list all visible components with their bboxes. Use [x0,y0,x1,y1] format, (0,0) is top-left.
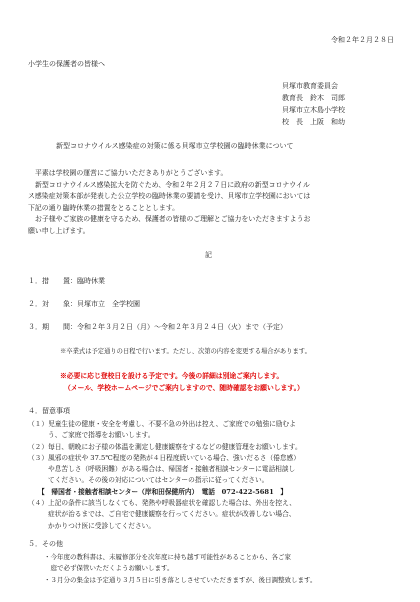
graduation-note: ※卒業式は予定通りの日程で行います。ただし、次第の内容を変更する場合があります。 [60,348,311,355]
other-line: 庭で必ず保管いただくようお願いします。 [44,564,174,573]
item-measure [28,277,105,286]
body-line: ス感染症対策本部が発表した公立学校の臨時休業の要請を受け、貝塚市立学校園においては [28,192,311,200]
item-target [28,300,140,309]
others-heading: ５．その他 [28,540,63,548]
sender-line: 教育長 鈴木 司郎 [282,94,345,102]
body-line: お子様やご家族の健康を守るため、保護者の皆様のご理解とご協力をいただきますようお [35,215,311,223]
item-period [28,323,287,332]
sender-line: 校 長 上阪 和幼 [282,118,345,126]
red-notice-line: ※必要に応じ登校日を設ける予定です。今後の詳細は別途ご案内します。 [60,372,284,380]
other-line: ・３月分の集金は予定通り３月５日に引き落としさせていただきますが、後日調整致します。 [44,575,317,584]
notes-list [28,419,302,532]
body-line: 願い申し上げます。 [28,226,90,235]
red-notice [60,370,304,394]
other-line: ・今年度の教科書は、未履修部分を次年度に持ち越す可能性があることから、各ご家 [44,553,291,561]
item-value: 臨時休業 [77,277,105,285]
note-line: う、ご家庭で指導をお願いします。 [28,431,155,440]
sender-block [282,80,345,128]
others-list [44,552,316,586]
body-line: 新型コロナウイルス感染拡大を防ぐため、令和２年２月２７日に政府の新型コロナウイル [35,180,310,189]
ki-marker: 記 [205,251,212,259]
body-line: 下記の通り臨時休業の措置をとることとします。 [28,203,180,212]
item-value: 貝塚市立 全学校園 [77,300,140,308]
item-label: ３．期 間： [28,323,77,331]
body-line: 平素は学校園の運営にご協力いただきありがとうございます。 [35,169,228,177]
red-notice-line: （メール、学校ホームページでご案内しますので、随時確認をお願いします。） [64,384,304,392]
addressee: 小学生の保護者の皆様へ [28,60,105,68]
note-line: （３）風邪の症状や 37.5℃程度の発熱が４日程度続いている場合、強いだるさ（倦怠感） [28,453,300,462]
item-label: ２．対 象： [28,300,77,308]
note-line: （１）児童生徒の健康・安全を考慮し、不要不急の外出は控え、ご家庭での勉強に励むよ [28,420,296,428]
note-line: てください。その後の対応についてはセンターの指示に従ってください。 [28,476,269,485]
notes-heading: ４．留意事項 [28,407,70,415]
sender-line: 貝塚市立木島小学校 [282,106,345,114]
note-line: や息苦しさ（呼吸困難）がある場合は、帰国者・接触者相談センターに電話相談し [28,465,296,474]
note-line: （２）毎日、朝晩にお子様の体温を測定し健康観察をするなどの健康管理をお願いします。 [28,442,302,451]
consult-center-line: 【 帰国者・接触者相談センター（岸和田保健所内） 電話 072-422-5681 】 [28,487,288,496]
note-line: 症状が治るまでは、ご自宅で健康観察を行ってください。症状が改善しない場合、 [28,510,296,519]
body-text [28,168,310,237]
notice-title: 新型コロナウイルス感染症の対策に係る貝塚市立学校園の臨時休業について [56,142,294,150]
issue-date: 令和２年２月２８日 [331,36,394,44]
note-line: （４）上記の条件に該当しなくても、発熱や呼吸器症状を確認した場合は、外出を控え、 [28,499,296,508]
note-line: かかりつけ医に受診してください。 [28,521,156,530]
sender-line: 貝塚市教育委員会 [282,82,338,90]
item-value: 令和２年３月２日（月）～令和２年３月２４日（火）まで（予定） [77,323,287,331]
item-label: １．措 置： [28,277,77,285]
